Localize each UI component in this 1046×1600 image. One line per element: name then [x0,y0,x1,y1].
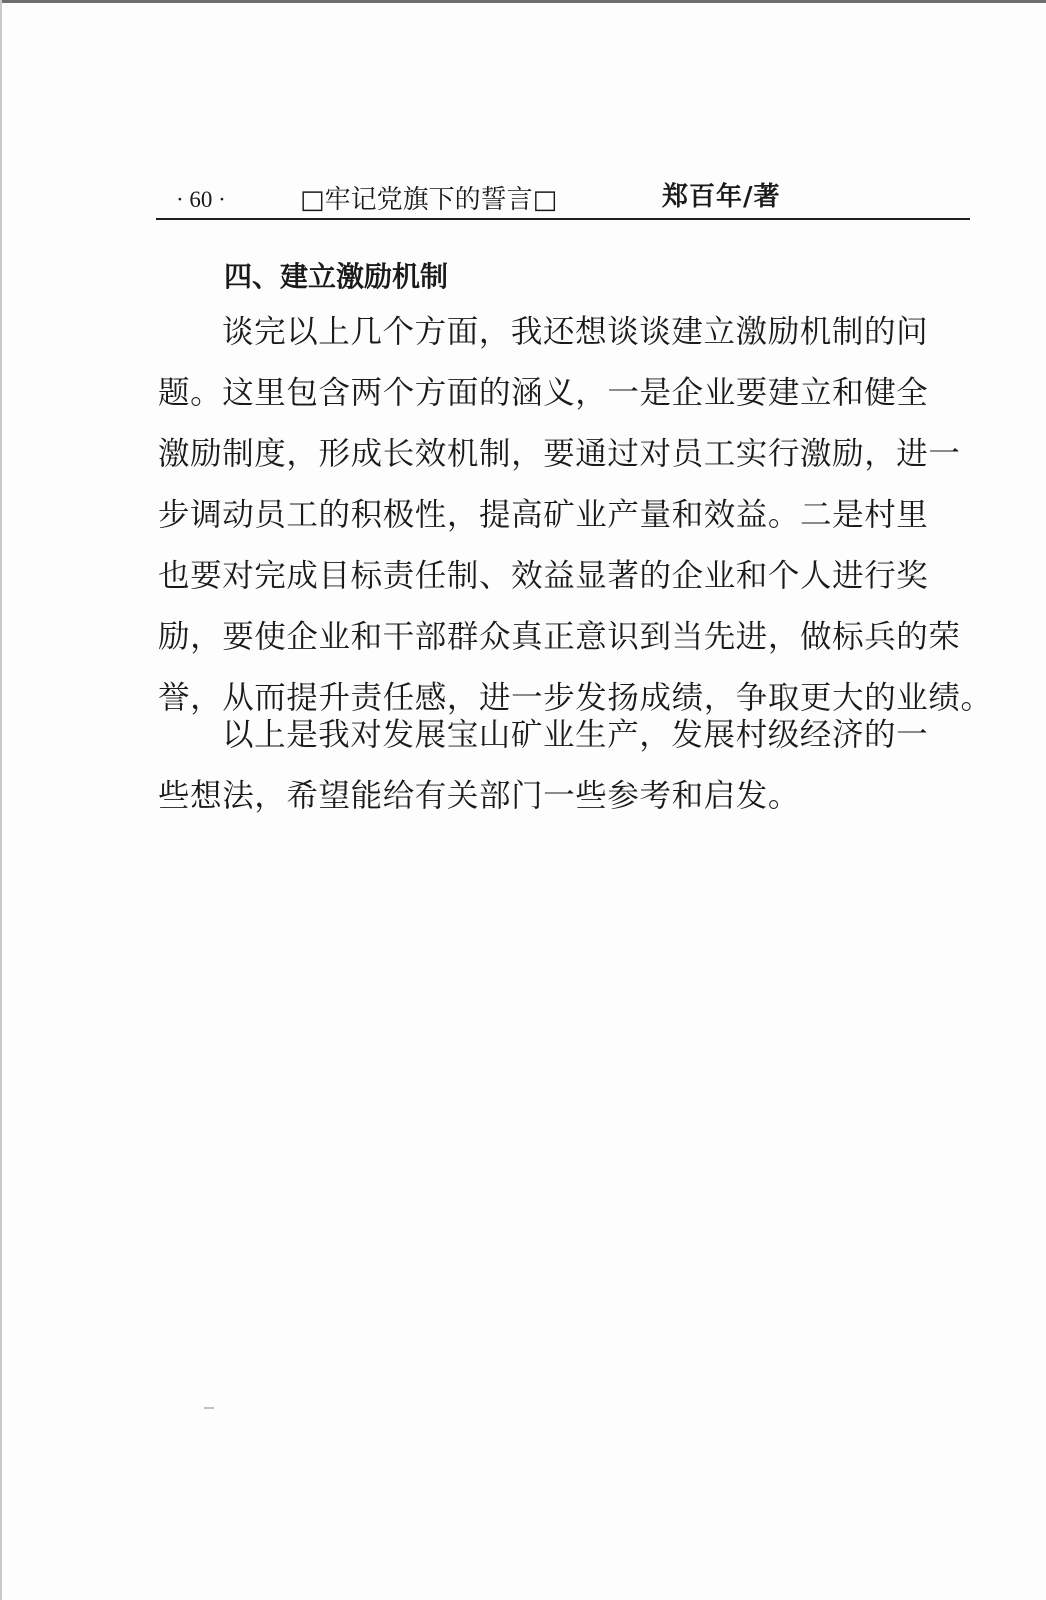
body-paragraph [158,705,928,827]
body-paragraph [158,302,993,729]
paragraph-line: 激励制度，形成长效机制，要通过对员工实行激励，进一 [158,436,961,472]
paragraph-line: 誉，从而提升责任感，进一步发扬成绩，争取更大的业绩。 [158,680,993,716]
section-heading: 四、建立激励机制 [224,260,449,293]
page-number: · 60 · [176,187,226,212]
author-credit: 郑百年/著 [662,182,781,212]
paragraph-line: 谈完以上几个方面，我还想谈谈建立激励机制的问 [222,314,929,350]
paragraph-line: 题。这里包含两个方面的涵义，一是企业要建立和健全 [158,375,929,411]
paragraph-line: 励，要使企业和干部群众真正意识到当先进，做标兵的荣 [158,619,961,655]
paragraph-line: 也要对完成目标责任制、效益显著的企业和个人进行奖 [158,558,929,594]
header-rule [156,218,970,220]
paragraph-line: 步调动员工的积极性，提高矿业产量和效益。二是村里 [158,497,929,533]
paragraph-line: 以上是我对发展宝山矿业生产，发展村级经济的一 [222,717,929,753]
scan-top-edge [0,0,1046,3]
running-header [156,183,970,217]
paragraph-line: 些想法，希望能给有关部门一些参考和启发。 [158,778,801,814]
scan-speck [204,1407,214,1409]
book-title: □牢记党旗下的誓言□ [300,185,558,215]
scan-left-edge [0,0,2,1600]
